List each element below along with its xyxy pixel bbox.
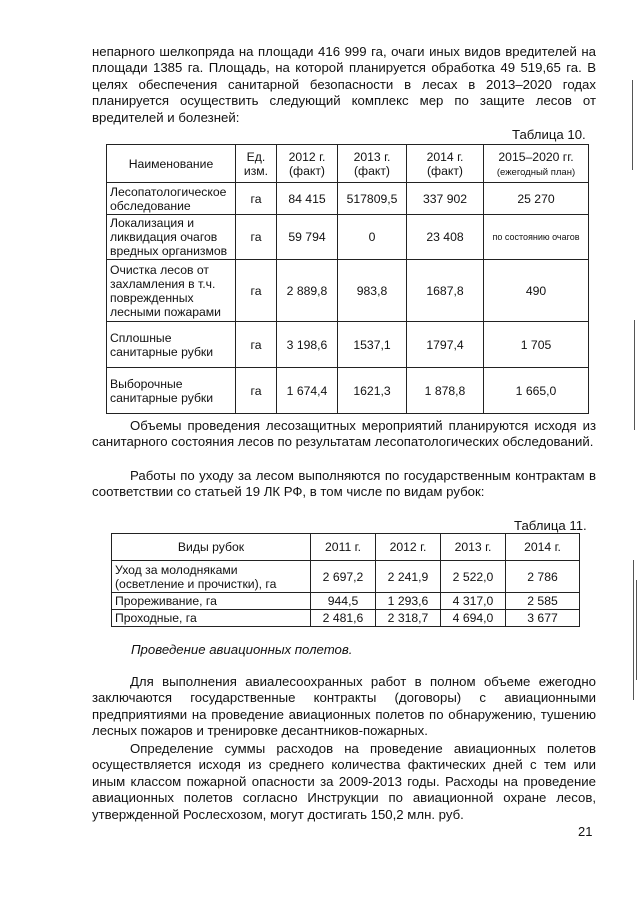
t10-cell-2014: 23 408 [407, 215, 484, 260]
t11-header-2011: 2011 г. [311, 534, 376, 561]
t11-cell-2011: 2 697,2 [311, 561, 376, 593]
t10-cell-plan: 25 270 [484, 183, 589, 215]
t10-cell-2014: 1797,4 [407, 322, 484, 368]
t10-cell-name: Сплошные санитарные рубки [107, 322, 236, 368]
t11-cell-2013: 2 522,0 [441, 561, 506, 593]
paragraph-intro: непарного шелкопряда на площади 416 999 га, очаги иных видов вредителей на площади 1385 га. Площадь, на которой планируется обработка 49 519,65 га. В целях обеспечения санитарной безопасности в лесах в 2013–2020 годах планируется осуществить следующий комплекс мер по защите лесов от вредителей и болезней: [92, 44, 596, 125]
t10-header-name: Наименование [107, 145, 236, 183]
t11-cell-2012: 2 241,9 [376, 561, 441, 593]
t10-cell-2014: 1 878,8 [407, 368, 484, 414]
t10-cell-2012: 2 889,8 [277, 260, 338, 322]
t10-header-plan: 2015–2020 гг. (ежегодный план) [484, 145, 589, 183]
t11-cell-name: Проходные, га [112, 610, 311, 627]
t10-cell-name: Лесопатологическое обследование [107, 183, 236, 215]
t10-cell-unit: га [236, 260, 277, 322]
t10-cell-2012: 3 198,6 [277, 322, 338, 368]
page-number: 21 [578, 824, 593, 839]
scan-edge-artifact [630, 60, 638, 760]
table11-caption: Таблица 11. [514, 518, 587, 533]
t10-header-2014: 2014 г. (факт) [407, 145, 484, 183]
t10-cell-plan: 490 [484, 260, 589, 322]
table-row [112, 610, 580, 627]
paragraph-costs: Определение суммы расходов на проведение авиационных полетов осуществляется исходя из среднего количества фактических дней с тем или иным классом пожарной опасности за 2009-2013 годы. Расходы на проведение авиационных полетов согласно Инструкции по авиационной охране лесов, утвержденной Рослесхозом, могут достигать 150,2 млн. руб. [92, 741, 596, 822]
t11-header-name: Виды рубок [112, 534, 311, 561]
t10-cell-unit: га [236, 183, 277, 215]
table-row [107, 260, 589, 322]
t10-cell-2013: 517809,5 [338, 183, 407, 215]
t11-cell-name: Уход за молодняками (осветление и прочистки), га [112, 561, 311, 593]
t10-cell-2013: 983,8 [338, 260, 407, 322]
paragraph-aviation: Для выполнения авиалесоохранных работ в полном объеме ежегодно заключаются государственные контракты (договоры) с авиационными предприятиями на проведение авиационных полетов по обнаружению, тушению лесных пожаров и тренировке десантников-пожарных. [92, 674, 596, 739]
paragraph-contracts: Работы по уходу за лесом выполняются по государственным контрактам в соответствии со статьей 19 ЛК РФ, в том числе по видам рубок: [92, 468, 596, 500]
t10-cell-2013: 1537,1 [338, 322, 407, 368]
table10-header-row [107, 145, 589, 183]
section-heading: Проведение авиационных полетов. [131, 642, 353, 657]
t10-cell-plan: 1 705 [484, 322, 589, 368]
table-row [107, 215, 589, 260]
t10-cell-2013: 0 [338, 215, 407, 260]
table-row [107, 183, 589, 215]
t10-cell-unit: га [236, 322, 277, 368]
t10-cell-name: Очистка лесов от захламления в т.ч. поврежденных лесными пожарами [107, 260, 236, 322]
t11-cell-2011: 944,5 [311, 593, 376, 610]
t11-cell-2014: 3 677 [506, 610, 580, 627]
t10-header-2013: 2013 г. (факт) [338, 145, 407, 183]
t11-cell-2012: 1 293,6 [376, 593, 441, 610]
t11-cell-2012: 2 318,7 [376, 610, 441, 627]
table-row [107, 368, 589, 414]
t10-cell-2014: 337 902 [407, 183, 484, 215]
t10-cell-2012: 1 674,4 [277, 368, 338, 414]
table-row [112, 561, 580, 593]
t11-header-2013: 2013 г. [441, 534, 506, 561]
table10 [106, 144, 589, 414]
t11-header-2014: 2014 г. [506, 534, 580, 561]
paragraph-volumes: Объемы проведения лесозащитных мероприятий планируются исходя из санитарного состояния лесов по результатам лесопатологических обследований. [92, 418, 596, 450]
t11-cell-2013: 4 317,0 [441, 593, 506, 610]
table-row [107, 322, 589, 368]
t11-cell-2014: 2 786 [506, 561, 580, 593]
table-row [112, 593, 580, 610]
t10-header-2012: 2012 г. (факт) [277, 145, 338, 183]
t10-cell-2012: 84 415 [277, 183, 338, 215]
t10-cell-2014: 1687,8 [407, 260, 484, 322]
t10-cell-plan: по состоянию очагов [484, 215, 589, 260]
t10-cell-plan: 1 665,0 [484, 368, 589, 414]
t11-cell-name: Прореживание, га [112, 593, 311, 610]
t11-cell-2013: 4 694,0 [441, 610, 506, 627]
table10-caption: Таблица 10. [512, 127, 586, 142]
t11-header-2012: 2012 г. [376, 534, 441, 561]
t11-cell-2014: 2 585 [506, 593, 580, 610]
t10-cell-2012: 59 794 [277, 215, 338, 260]
t11-cell-2011: 2 481,6 [311, 610, 376, 627]
t10-cell-unit: га [236, 368, 277, 414]
t10-cell-name: Выборочные санитарные рубки [107, 368, 236, 414]
t10-header-unit: Ед. изм. [236, 145, 277, 183]
t10-cell-2013: 1621,3 [338, 368, 407, 414]
table11-header-row [112, 534, 580, 561]
t10-cell-unit: га [236, 215, 277, 260]
table11 [111, 533, 580, 627]
t10-cell-name: Локализация и ликвидация очагов вредных организмов [107, 215, 236, 260]
